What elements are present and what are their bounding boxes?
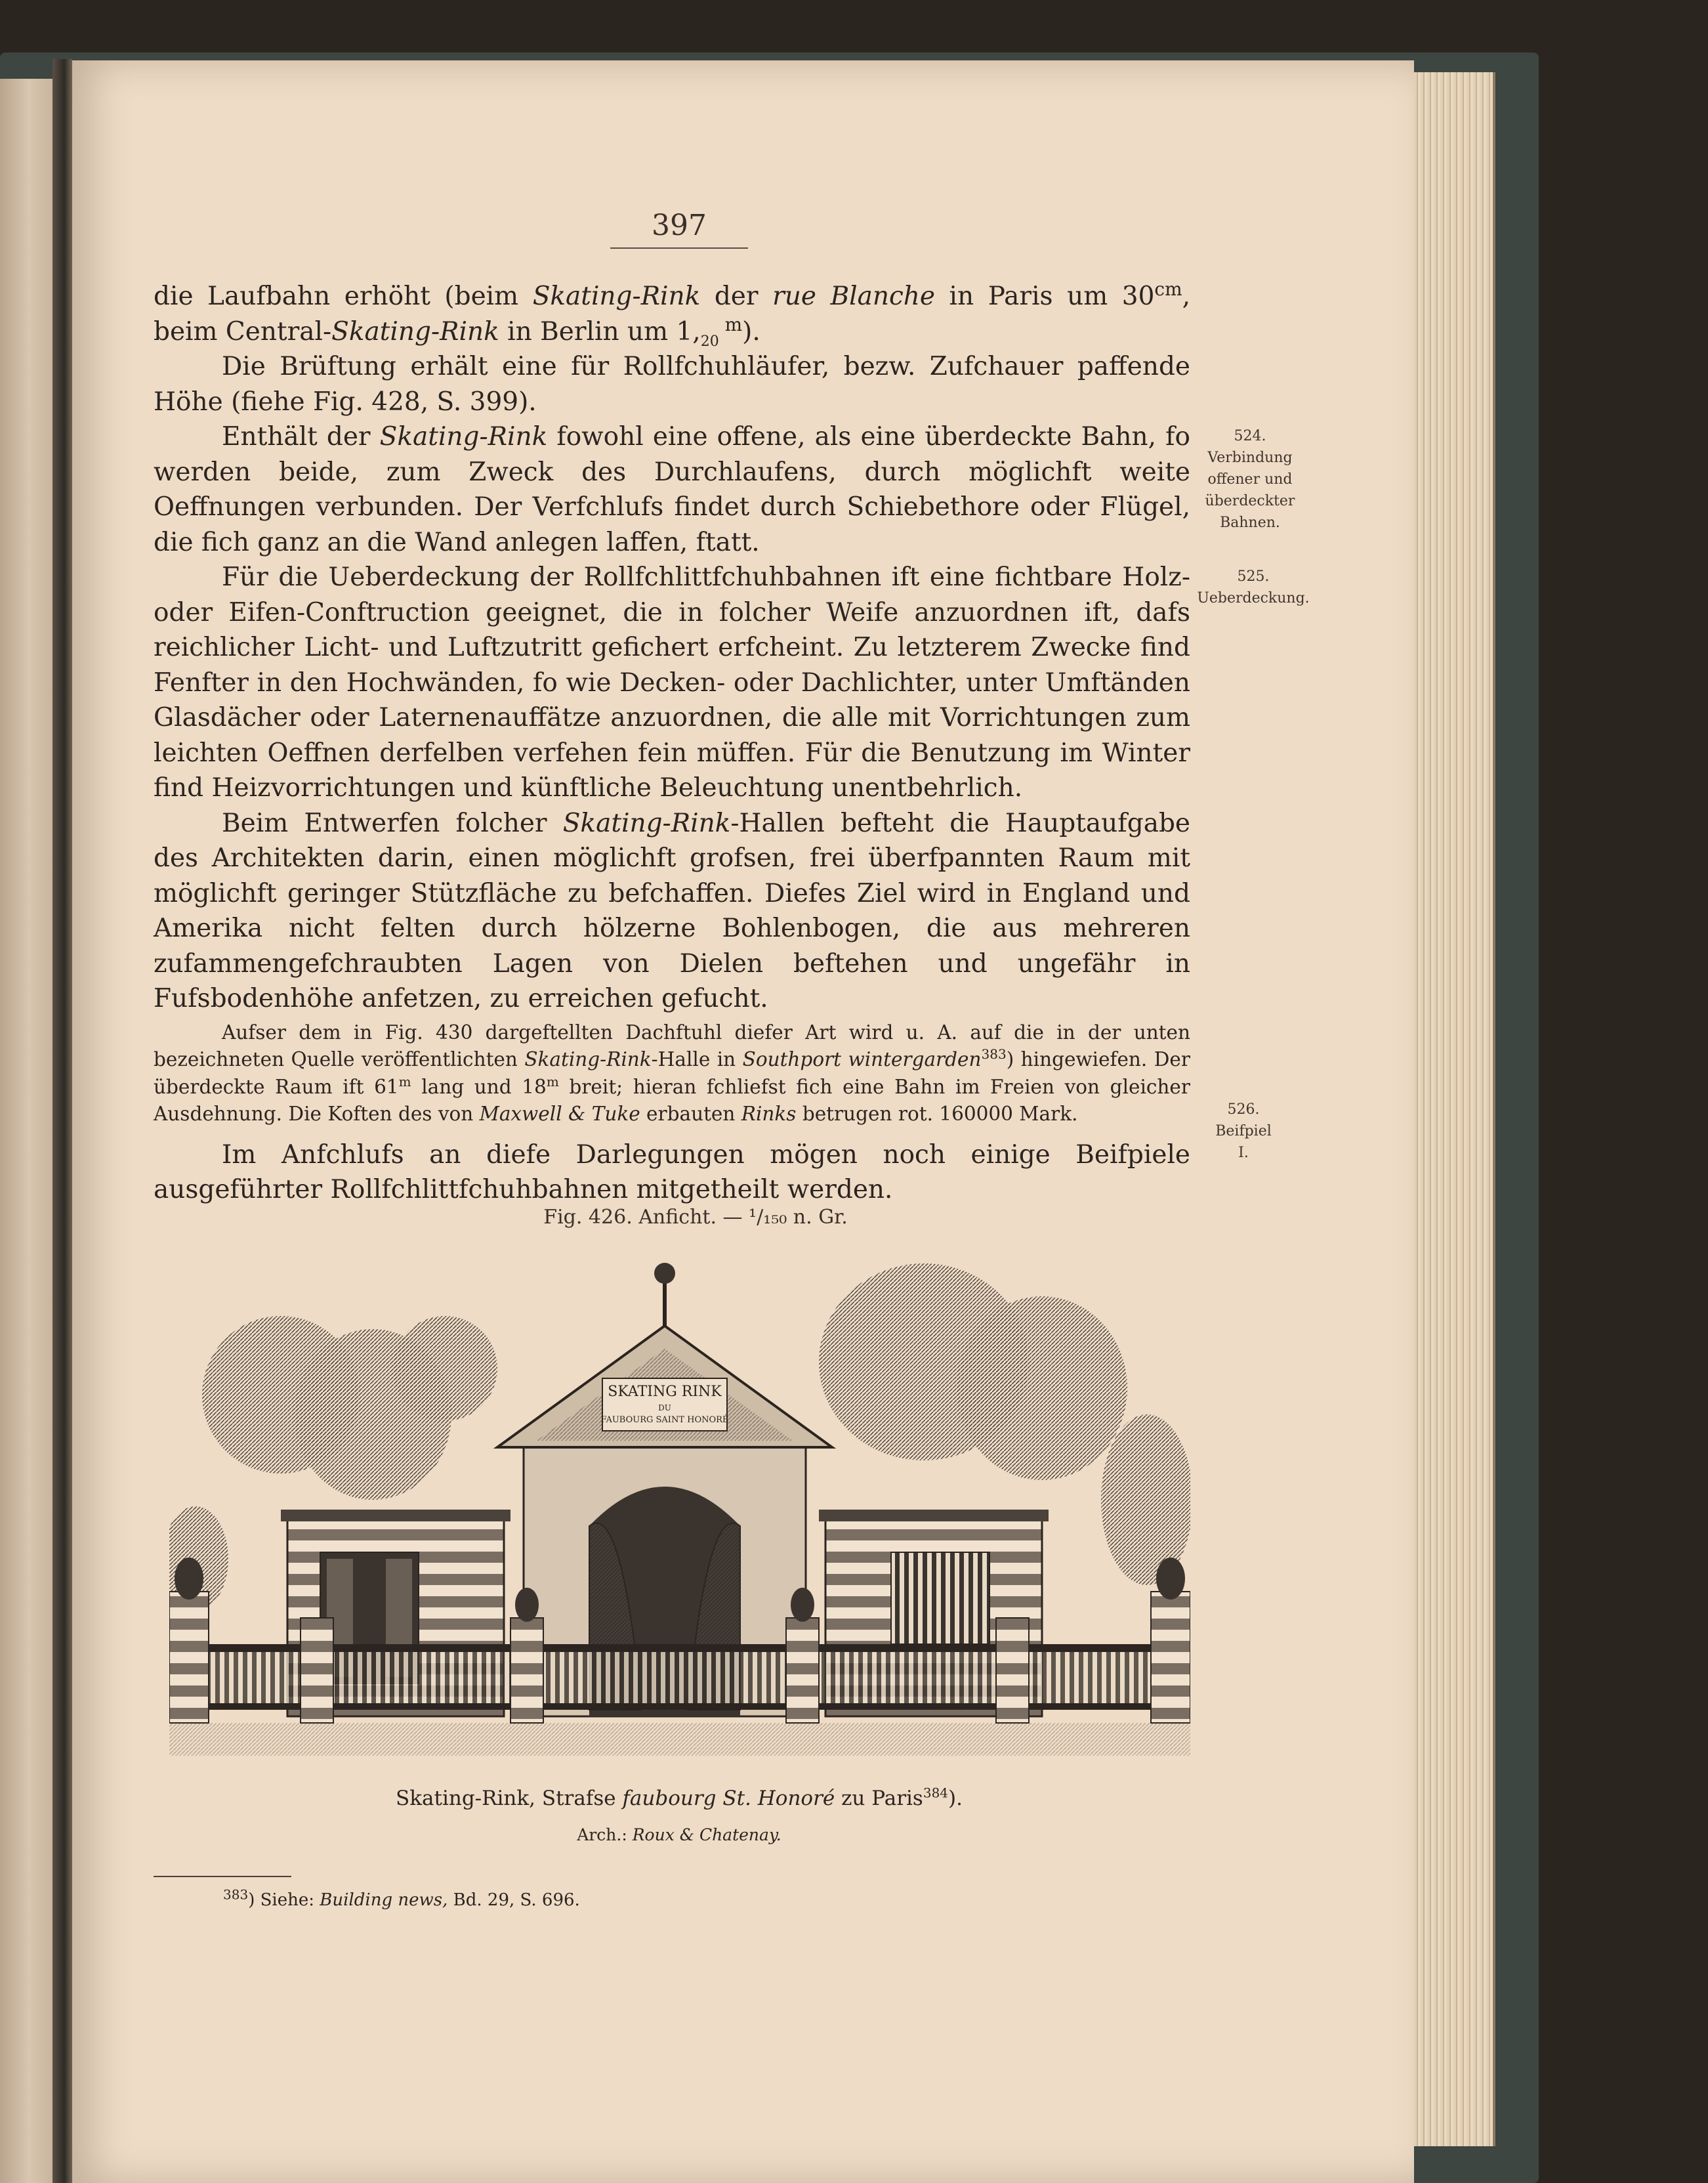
footnote-rule xyxy=(154,1876,291,1877)
sign-line-2: DU xyxy=(658,1403,671,1412)
small-print-paragraph: Aufser dem in Fig. 430 dargeftellten Dachftuhl diefer Art wird u. A. auf die in der unten bezeichneten Quelle veröffentlichten Skating-Rink-Halle in Southport wintergarden$^{383}$) hingewiefen. Der überdeckte Raum ift 61$^m$ lang und 18$^m$ breit; hieran fchliefst fich eine Bahn im Freien von gleicher Ausdehnung. Die Koften des von Maxwell & Tuke erbauten Rinks betrugen rot. 160000 Mark. xyxy=(154,1021,1190,1125)
paragraph-5: Beim Entwerfen folcher Skating-Rink-Hallen befteht die Hauptaufgabe des Architekten darin, einen möglichft grofsen, frei überfpannten Raum mit möglichft geringer Stützfläche zu befchaffen. Diefes Ziel wird in England und Amerika nicht felten durch hölzerne Bohlenbogen, die aus mehreren zufammengefchraubten Lagen von Dielen beftehen und ungefähr in Fufsbodenhöhe anfetzen, zu erreichen gefucht. xyxy=(154,808,1190,1013)
ground xyxy=(169,1723,1190,1756)
paragraph-1: die Laufbahn erhöht (beim Skating-Rink der rue Blanche in Paris um $30^{cm}$, beim Central-Skating-Rink in Berlin um $1,_{20}$ $^m$). xyxy=(154,278,1191,350)
margin-note-525: 525. Ueberdeckung. xyxy=(1197,568,1310,606)
margin-note-524: 524. Verbindung offener und überdeckter Bahnen. xyxy=(1205,428,1295,531)
footnote: $^{383}$) Siehe: Building news, Bd. 29, S. 696. xyxy=(223,1886,580,1910)
paragraph-2: Die Brüftung erhält eine für Rollfchuhläufer, bezw. Zufchauer paffende Höhe (fiehe Fig. 428, S. 399). xyxy=(154,352,1190,417)
margin-note-526: 526. Beifpiel I. xyxy=(1215,1101,1272,1161)
body-text xyxy=(154,279,1190,1208)
page-edges xyxy=(1414,72,1495,2146)
paragraph-4: Für die Ueberdeckung der Rollfchlittfchuhbahnen ift eine fichtbare Holz- oder Eifen-Conftruction geeignet, die in folcher Weife anzuordnen ift, dafs reichlicher Licht- und Luftzutritt gefichert erfcheint. Zu letzterem Zwecke find Fenfter in den Hochwänden, fo wie Decken- oder Dachlichter, unter Umftänden Glasdächer oder Laternenauffätze anzuordnen, die alle mit Vorrichtungen zum leichten Oeffnen derfelben verfehen fein müffen. Für die Benutzung im Winter find Heizvorrichtungen und künftliche Beleuchtung unentbehrlich. xyxy=(154,562,1190,803)
figure-title: Fig. 426. Anficht. — ¹/₁₅₀ n. Gr. xyxy=(543,1206,848,1229)
figure-engraving xyxy=(169,1250,1190,1775)
page-number: 397 xyxy=(610,209,748,249)
paragraph-3: Enthält der Skating-Rink fowohl eine offene, als eine überdeckte Bahn, fo werden beide, zum Zweck des Durchlaufens, durch möglichft weite Oeffnungen verbunden. Der Verfchlufs findet durch Schiebethore oder Flügel, die fich ganz an die Wand anlegen laffen, ftatt. xyxy=(154,422,1190,557)
sign-line-1: SKATING RINK xyxy=(608,1384,722,1400)
book-spine xyxy=(52,59,72,2183)
left-page-edge xyxy=(0,79,52,2183)
figure-caption: Skating-Rink, Strafse faubourg St. Honoré zu Paris$^{384}$). xyxy=(395,1785,963,1810)
sign-line-3: FAUBOURG SAINT HONORÉ xyxy=(600,1415,729,1425)
figure-architect: Arch.: Roux & Chatenay. xyxy=(577,1825,781,1844)
paragraph-7: Im Anfchlufs an diefe Darlegungen mögen noch einige Beifpiele ausgeführter Rollfchlittfchuhbahnen mitgetheilt werden. xyxy=(154,1139,1190,1204)
